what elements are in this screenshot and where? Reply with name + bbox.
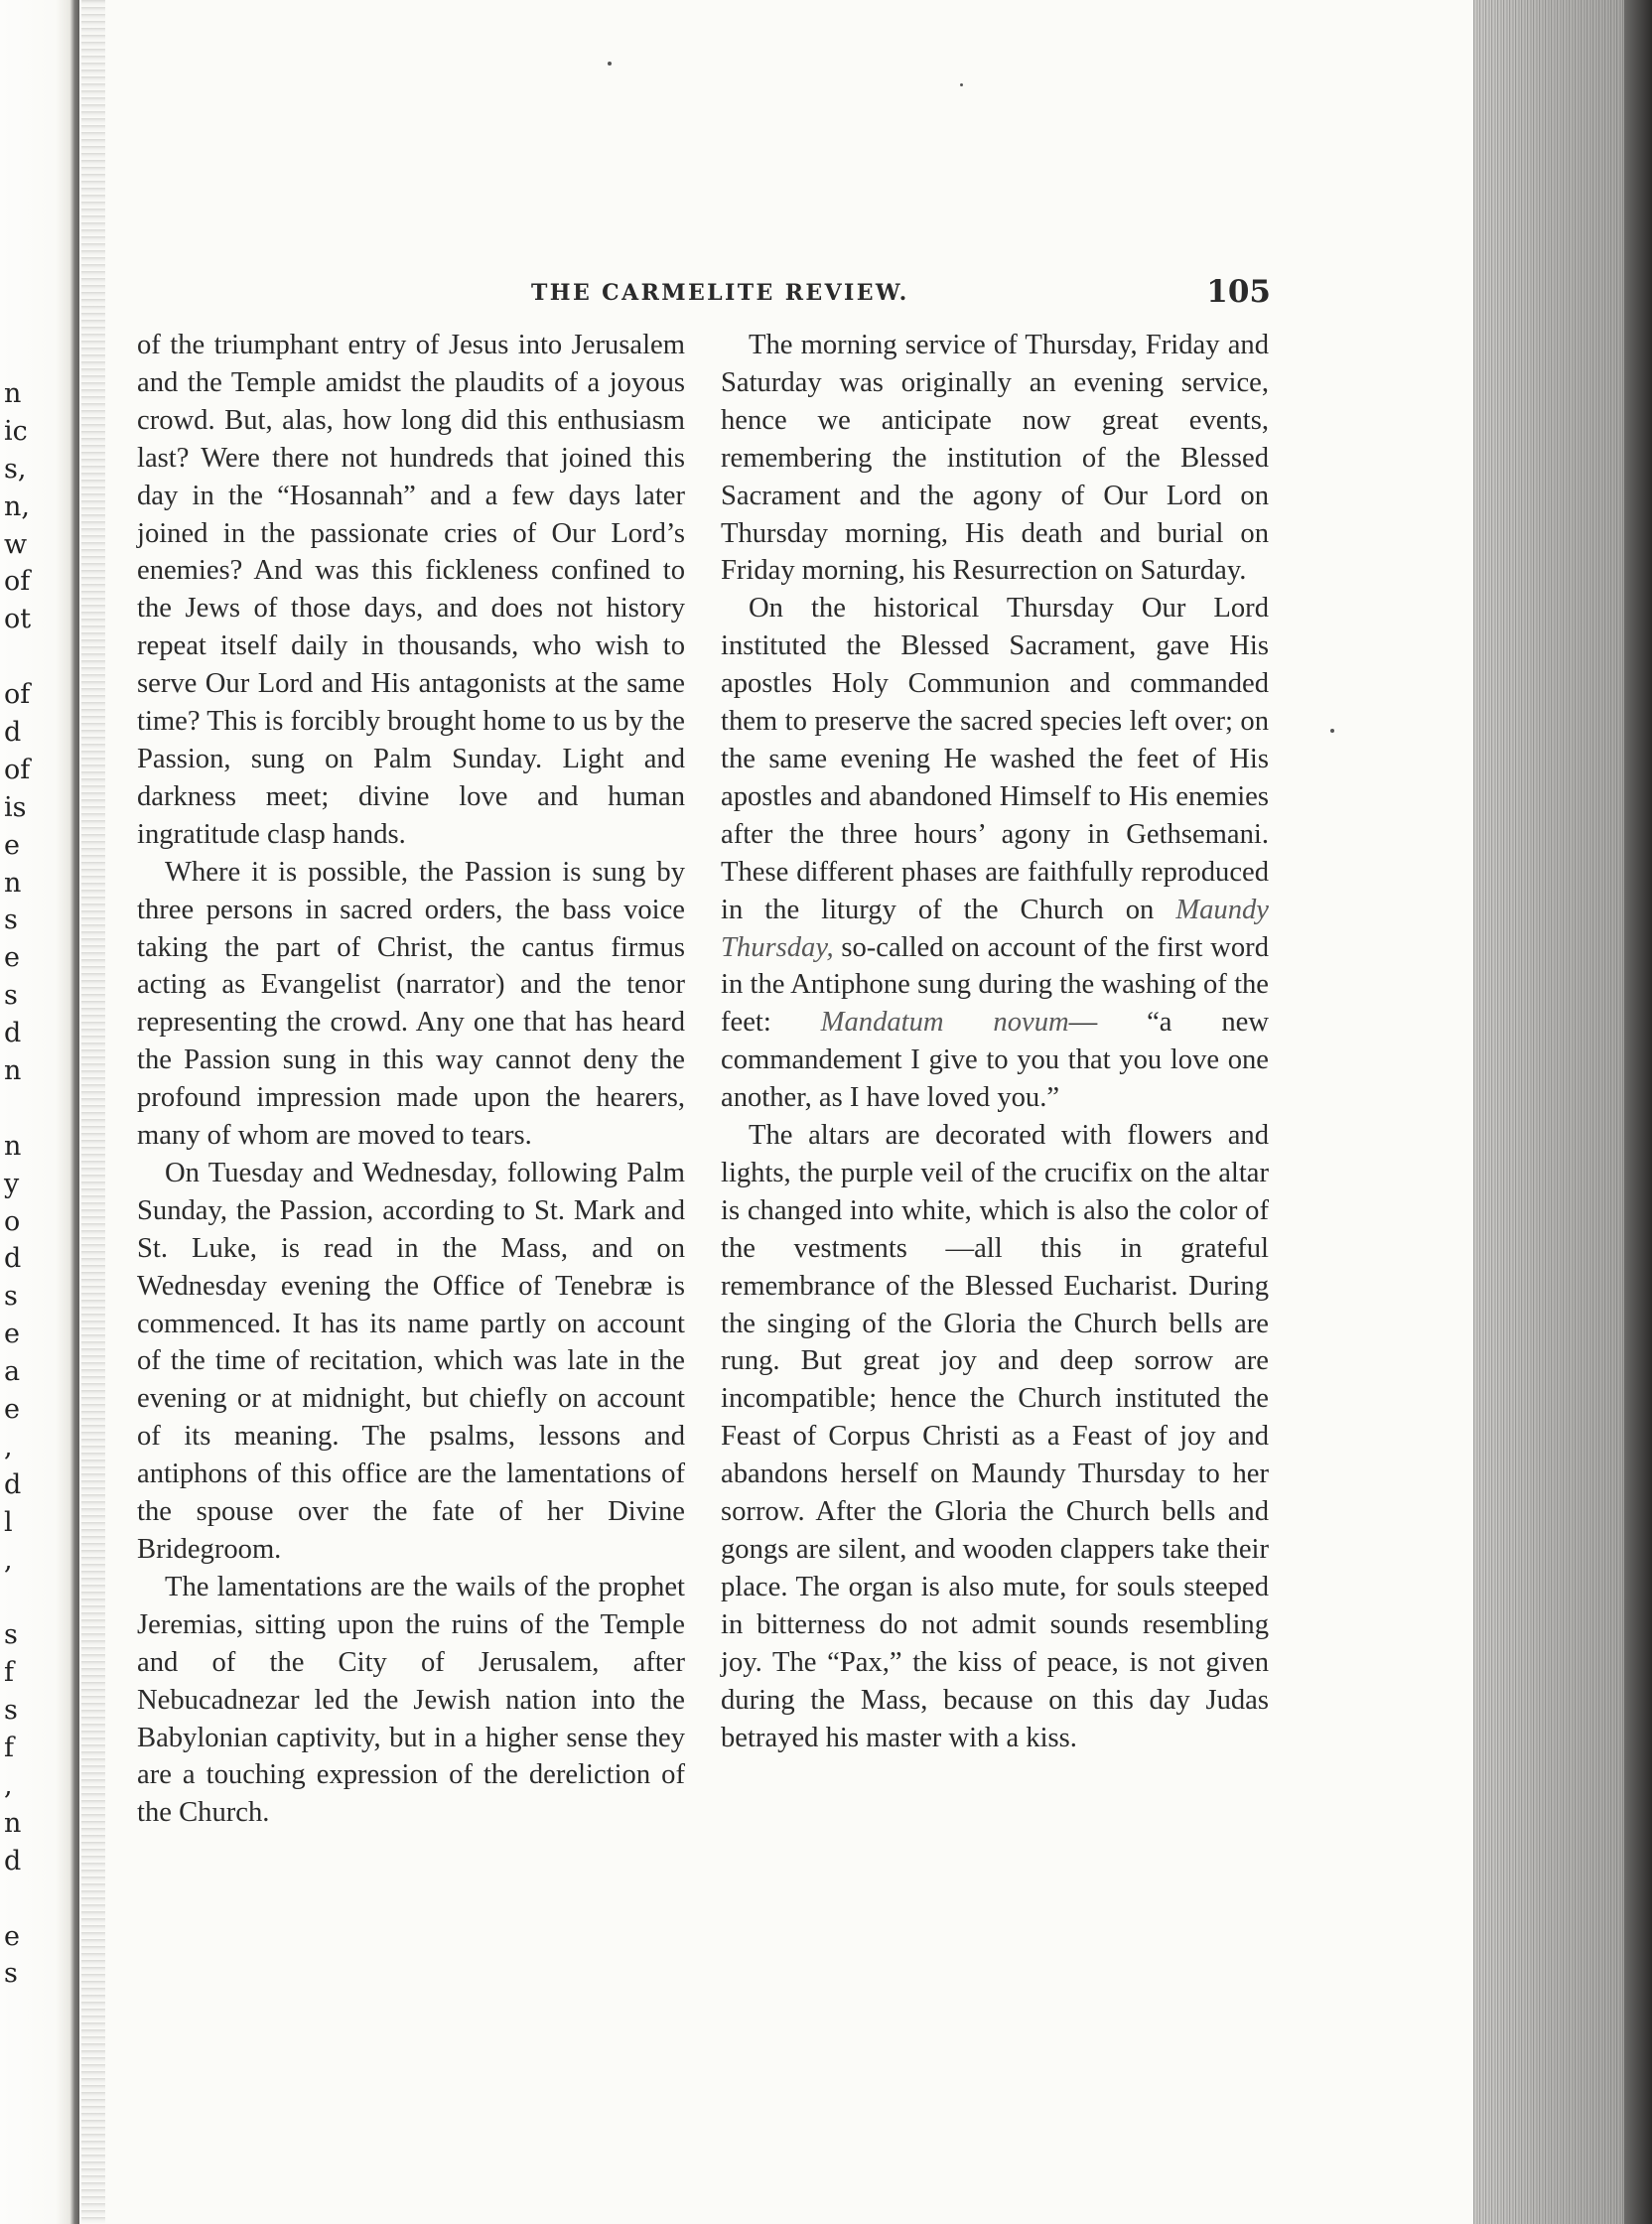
cropped-line-ending: d <box>4 717 22 749</box>
cropped-line-ending: e <box>4 1394 20 1426</box>
cropped-line-ending <box>4 1090 28 1128</box>
paragraph: Where it is possible, the Passion is sung by three persons in sacred orders, the bass voice taking the part of Christ, the cantus firmus acting as Evangelist (narrator) and the tenor representing the crowd. Any one that has heard the Passion sung in this way cannot deny the profound impression made upon the hearers, many of whom are moved to tears. <box>137 856 685 1152</box>
cropped-line-ending: n, <box>4 490 30 522</box>
cropped-line-ending: of <box>4 566 31 598</box>
paragraph-text: On the historical Thursday Our Lord instituted the Blessed Sacrament, gave His apostles Holy Communion and commanded them to preserve the sacred species left over; on the same evening He washed the feet of His apostles and abandoned Himself to His enemies after the three hours’ agony in Gethsemani. These different phases are faithfully reproduced in the liturgy of the Church on <box>721 593 1269 925</box>
paragraph-text: so-called on account of the first word in the Antiphone sung during the washing of the feet: <box>721 931 1269 1039</box>
page-number: 105 <box>1206 274 1271 310</box>
cropped-line-ending: of <box>4 679 31 711</box>
cropped-line-ending: e <box>4 942 20 974</box>
cropped-line-ending: d <box>4 1018 22 1049</box>
cropped-line-ending: a <box>4 1356 21 1388</box>
cropped-line-ending: s <box>4 980 18 1012</box>
paragraph <box>721 590 1269 1117</box>
running-title: THE CARMELITE REVIEW. <box>531 280 909 306</box>
cropped-line-ending: , <box>4 1431 13 1462</box>
cropped-line-ending <box>4 1880 28 1918</box>
cropped-line-ending: w <box>4 528 28 560</box>
paragraph: of the triumphant entry of Jesus into Jerusalem and the Temple amidst the plaudits of a joyous crowd. But, alas, how long did this enthusiasm last? Were there not hundreds that joined this day in the “Hosannah” and a few days later joined in the passionate cries of Our Lord’s enemies? And was this fickleness confined to the Jews of those days, and does not history repeat itself daily in thousands, who wish to serve Our Lord and His antagonists at the same time? This is forcibly brought home to us by the Passion, sung on Palm Sunday. Light and darkness meet; divine love and human ingratitude clasp hands. <box>137 330 685 850</box>
cropped-line-ending: s, <box>4 453 27 485</box>
cropped-line-ending: f <box>4 1657 14 1689</box>
cropped-line-ending: s <box>4 1958 18 1990</box>
cropped-line-ending: s <box>4 1281 18 1313</box>
cropped-line-ending: e <box>4 1920 20 1952</box>
cropped-line-ending: y <box>4 1168 20 1199</box>
paragraph: The lamentations are the wails of the prophet Jeremias, sitting upon the ruins of the Temple and of the City of Jerusalem, after Nebucadnezar led the Jewish nation into the Babylonian captivity, but in a higher sense they are a touching expression of the dereliction of the Church. <box>137 1571 685 1829</box>
binding-shadow <box>81 0 105 2224</box>
paragraph: The morning service of Thursday, Friday and Saturday was originally an evening service, hence we anticipate now great events, remembering the institution of the Blessed Sacrament and the agony of Our Lord on Thursday morning, His death and burial on Friday morning, his Resurrection on Saturday. <box>721 330 1269 587</box>
cropped-line-ending: , <box>4 1769 13 1801</box>
cropped-line-ending: n <box>4 867 22 899</box>
cropped-line-ending: e <box>4 829 20 861</box>
left-column <box>137 327 685 1832</box>
paragraph: On Tuesday and Wednesday, following Palm Sunday, the Passion, according to St. Mark and St. Luke, is read in the Mass, and on Wednesday evening the Office of Tenebræ is commenced. It has its name partly on account of the time of recitation, which was late in the evening or at midnight, but chiefly on account of its meaning. The psalms, lessons and antiphons of this office are the lamentations of the spouse over the fate of her Divine Bridegroom. <box>137 1157 685 1565</box>
cropped-line-ending: f <box>4 1733 14 1764</box>
cropped-line-ending: s <box>4 904 18 936</box>
cropped-line-ending: d <box>4 1243 22 1275</box>
cropped-line-ending: o <box>4 1205 21 1237</box>
cropped-line-ending: n <box>4 1807 22 1839</box>
cropped-line-ending: d <box>4 1845 22 1876</box>
page-block-shadow <box>1624 0 1652 2224</box>
cropped-line-ending: n <box>4 1055 22 1087</box>
previous-page-edge <box>0 0 79 2224</box>
cropped-line-ending: of <box>4 754 31 785</box>
cropped-line-ending: n <box>4 1130 22 1162</box>
cropped-line-ending: is <box>4 791 27 823</box>
cropped-line-ending: n <box>4 378 22 409</box>
running-header <box>139 274 1271 316</box>
cropped-line-ending: s <box>4 1695 18 1727</box>
speck <box>1330 729 1334 733</box>
cropped-line-ending: e <box>4 1319 20 1350</box>
cropped-line-ending: ic <box>4 415 28 447</box>
cropped-line-ending: , <box>4 1544 13 1576</box>
speck <box>608 62 612 66</box>
paragraph-text: — “a new commandement I give to you that you love one another, as I have loved you.” <box>721 1007 1269 1114</box>
previous-page-line-endings <box>4 375 32 1993</box>
cropped-line-ending: ot <box>4 604 32 635</box>
italic-term: Mandatum novum <box>820 1007 1069 1039</box>
cropped-line-ending: l <box>4 1506 13 1538</box>
cropped-line-ending <box>4 1580 28 1617</box>
paragraph: The altars are decorated with flowers and lights, the purple veil of the crucifix on the altar is changed into white, which is also the color of the vestments —all this in grateful remembrance of the Blessed Eucharist. During the singing of the Gloria the Church bells are rung. But great joy and deep sorrow are incompatible; hence the Church instituted the Feast of Corpus Christi as a Feast of joy and abandons herself on Maundy Thursday to her sorrow. After the Gloria the Church bells and gongs are silent, and wooden clappers take their place. The organ is also mute, for souls steeped in bitterness do not admit sounds resembling joy. The “Pax,” the kiss of peace, is not given during the Mass, because on this day Judas betrayed his master with a kiss. <box>721 1120 1269 1753</box>
italic-term: Maundy Thursday, <box>721 894 1269 963</box>
cropped-line-ending <box>4 638 28 676</box>
right-column <box>721 327 1269 1756</box>
speck <box>960 83 963 86</box>
cropped-line-ending: s <box>4 1619 18 1651</box>
cropped-line-ending: d <box>4 1468 22 1500</box>
